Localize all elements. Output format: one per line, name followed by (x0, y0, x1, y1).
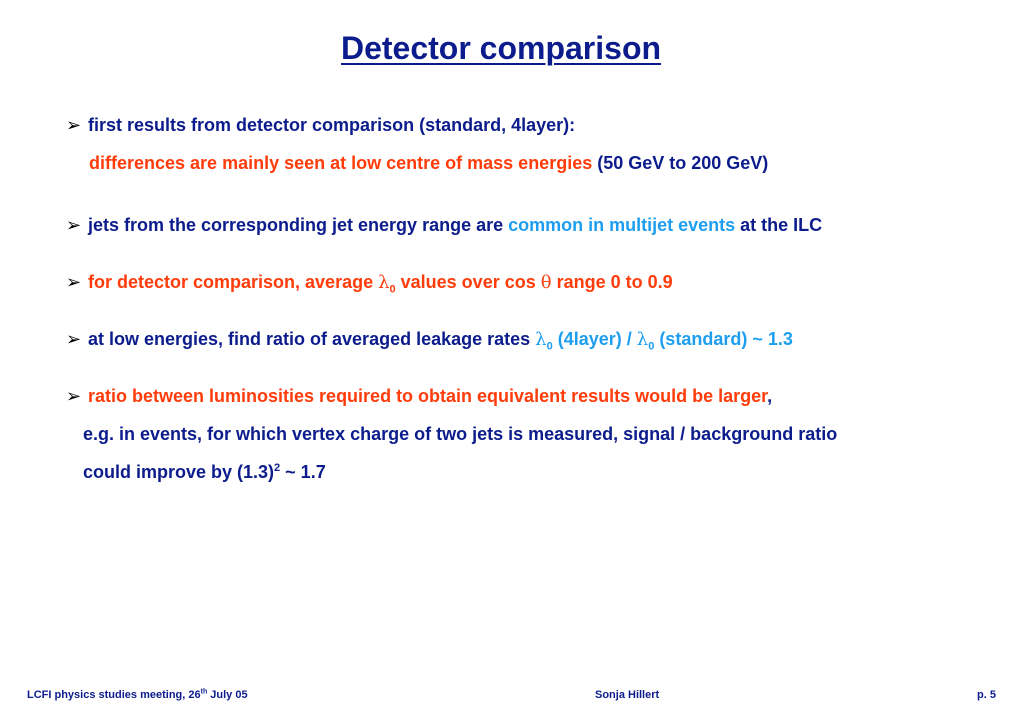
bullet-5-line-3-pre: could improve by (1.3) (83, 462, 275, 482)
bullet-5-comma: , (767, 386, 773, 406)
bullet-3-pre: for detector comparison, average (88, 272, 379, 292)
bullet-5-line-2: e.g. in events, for which vertex charge of two jets is measured, signal / background ratio (83, 424, 838, 444)
footer-page-number: p. 5 (977, 689, 996, 701)
footer-meeting-post: July 05 (207, 689, 248, 701)
bullet-3-mid: values over cos (395, 272, 541, 292)
bullet-1-range: (50 GeV to 200 GeV) (592, 153, 769, 173)
bullet-4-mid: (4layer) / (552, 329, 637, 349)
theta-symbol: θ (540, 272, 552, 293)
bullet-5-line-1 (66, 385, 772, 407)
bullet-1-line-1 (66, 114, 575, 136)
bullet-4-pre: at low energies, find ratio of averaged leakage rates (88, 329, 536, 349)
arrow-bullet-icon: ➢ (66, 386, 82, 406)
bullet-3 (66, 271, 673, 294)
bullet-4-ratio (535, 329, 793, 353)
lambda-subscript: 0 (389, 283, 396, 296)
exponent: 2 (274, 462, 281, 474)
slide-title: Detector comparison (340, 30, 662, 66)
lambda-subscript: 0 (648, 340, 655, 353)
footer-meeting-pre: LCFI physics studies meeting, 26 (27, 689, 201, 701)
bullet-2 (66, 214, 822, 236)
bullet-5-line-3 (83, 461, 326, 483)
footer-meeting (27, 689, 248, 701)
bullet-4 (66, 328, 793, 351)
arrow-bullet-icon: ➢ (66, 272, 82, 292)
arrow-bullet-icon: ➢ (66, 215, 82, 235)
bullet-2-pre: jets from the corresponding jet energy range are (88, 215, 509, 235)
bullet-5-line-3-post: ~ 1.7 (280, 462, 326, 482)
lambda-symbol: λ (636, 329, 649, 350)
lambda-subscript: 0 (546, 340, 553, 353)
bullet-3-post: range 0 to 0.9 (551, 272, 673, 292)
bullet-1-text: first results from detector comparison (standard, 4layer): (88, 115, 576, 135)
bullet-1-highlight: differences are mainly seen at low centre of mass energies (89, 153, 593, 173)
arrow-bullet-icon: ➢ (66, 329, 82, 349)
bullet-2-post: at the ILC (735, 215, 823, 235)
bullet-5-highlight: ratio between luminosities required to obtain equivalent results would be larger (88, 386, 768, 406)
bullet-2-highlight: common in multijet events (508, 215, 736, 235)
lambda-symbol: λ (378, 272, 390, 293)
bullet-4-post: (standard) ~ 1.3 (654, 329, 793, 349)
lambda-symbol: λ (535, 329, 547, 350)
bullet-1-line-2 (89, 152, 768, 174)
footer-author: Sonja Hillert (595, 689, 660, 701)
footer-meeting-sup: th (200, 688, 208, 696)
arrow-bullet-icon: ➢ (66, 115, 82, 135)
